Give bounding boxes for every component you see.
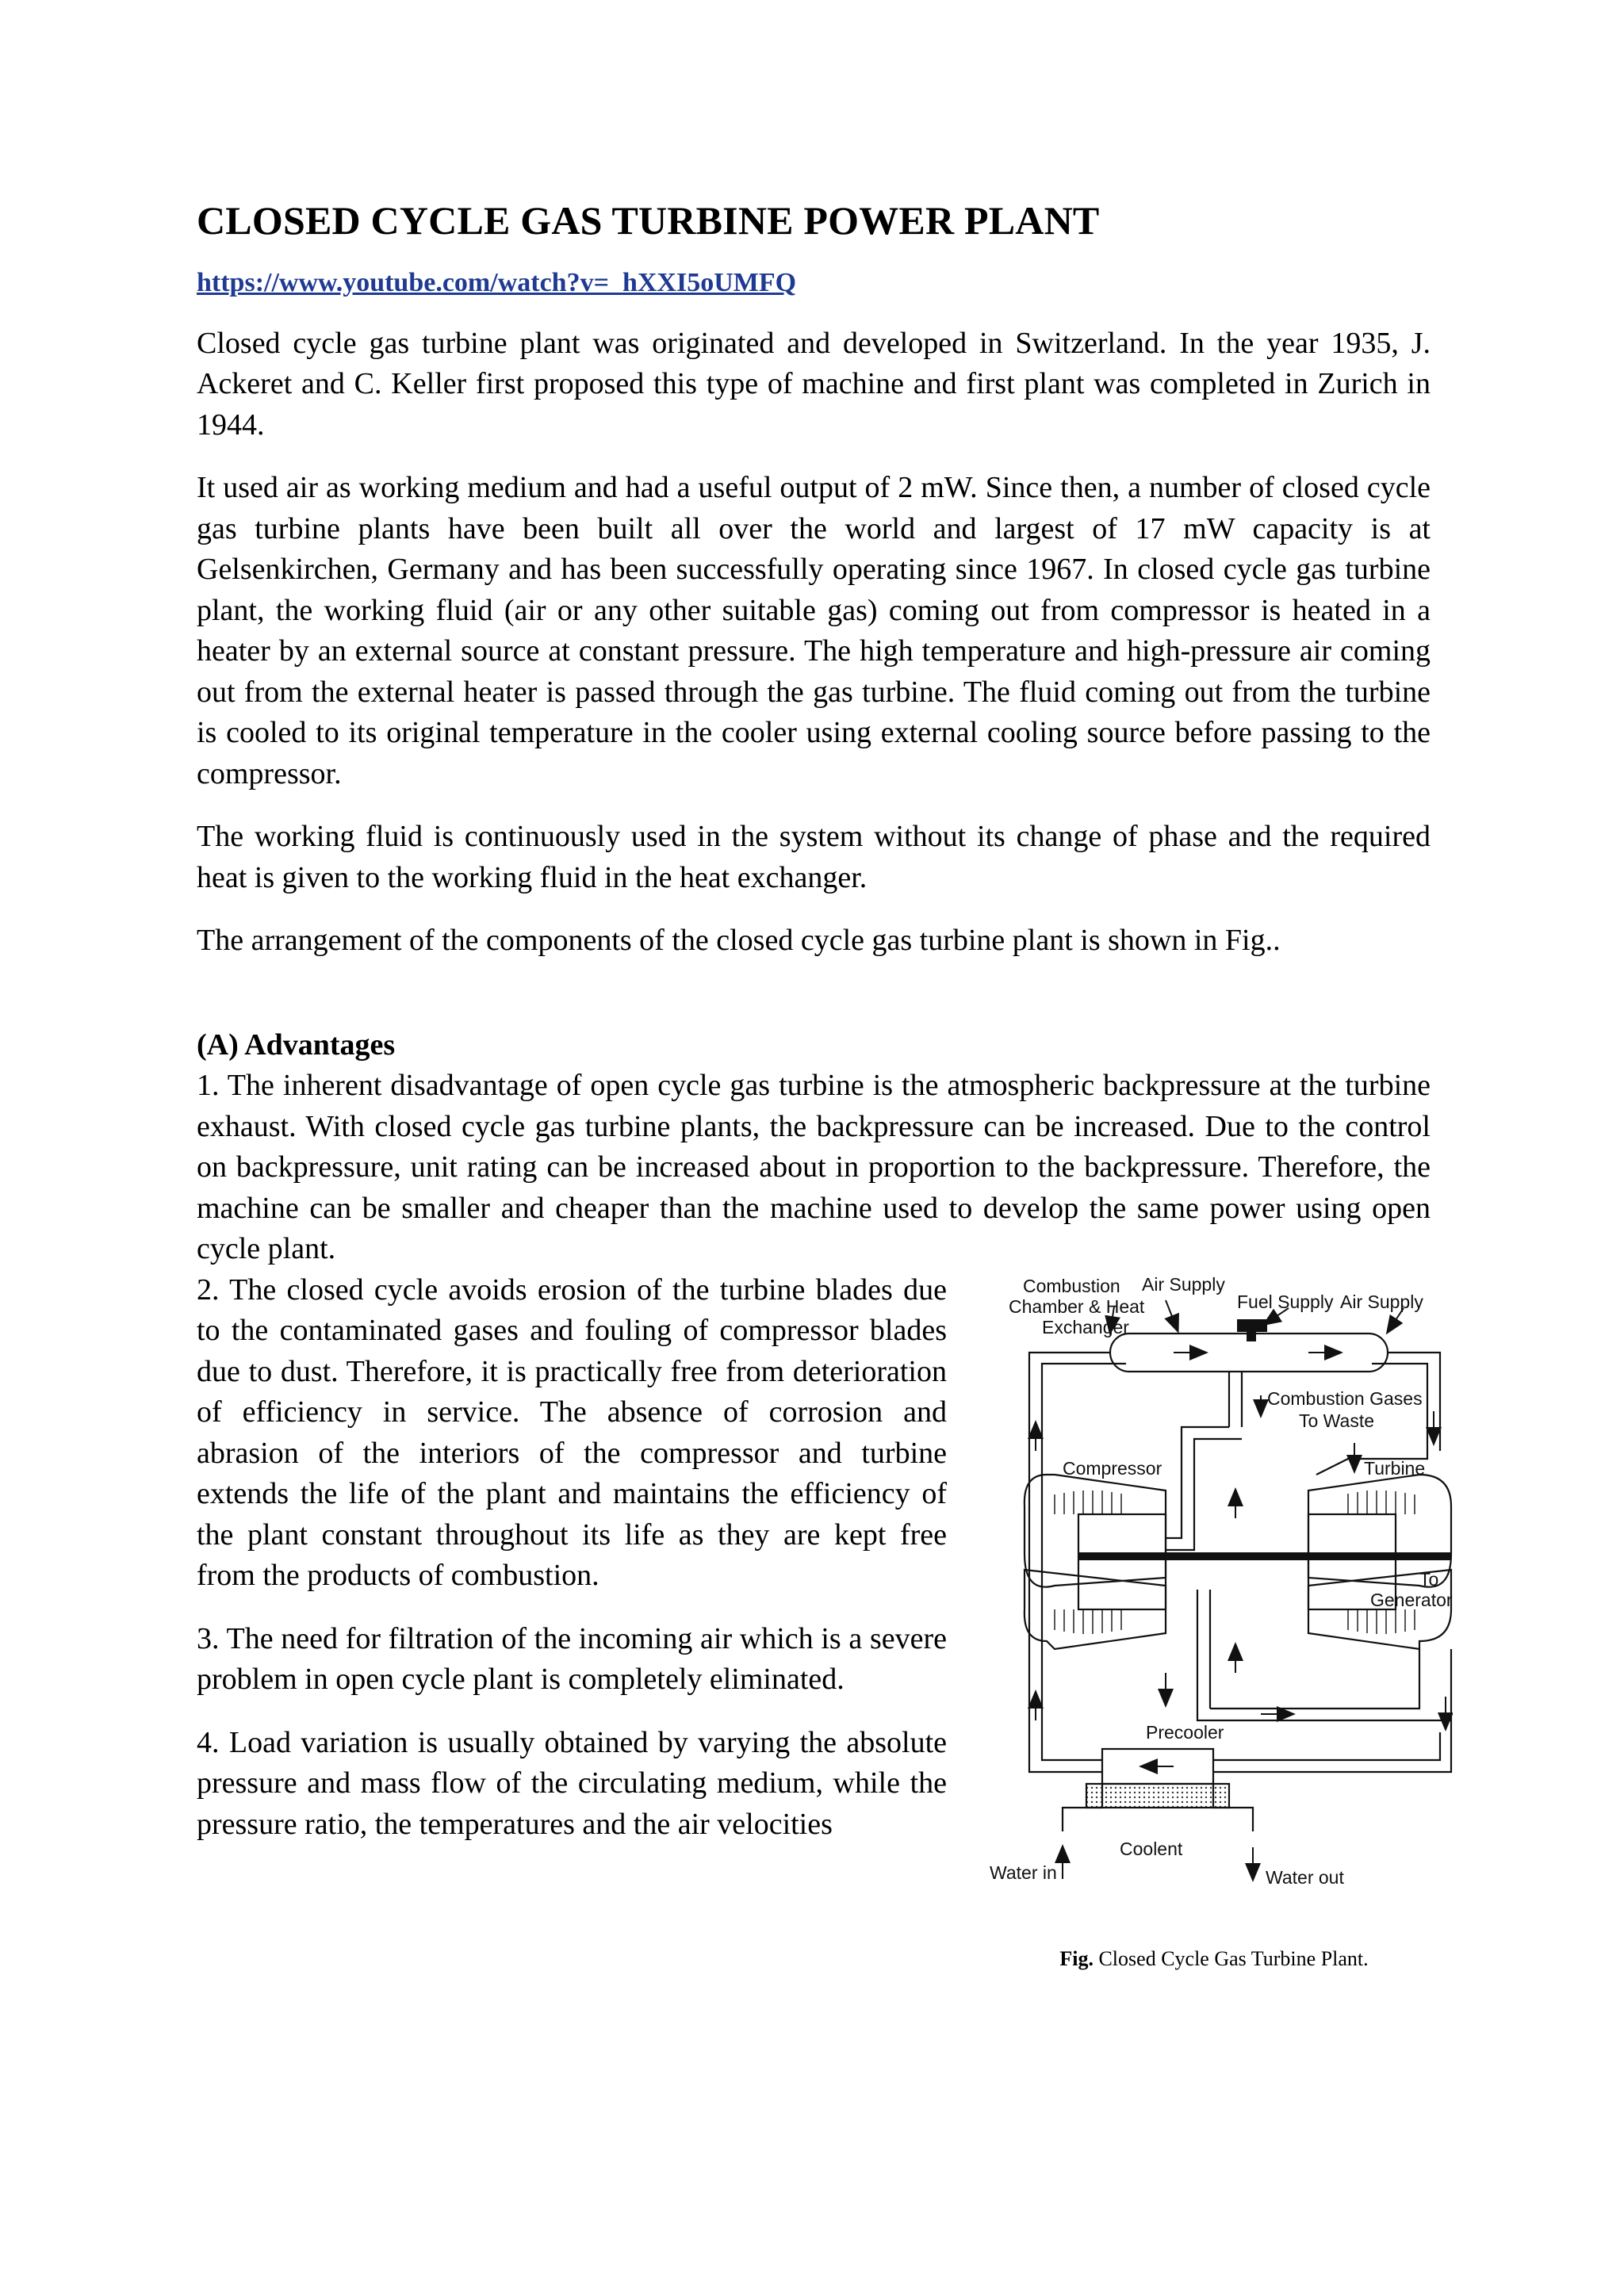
label-air-supply-left: Air Supply: [1142, 1276, 1225, 1295]
caption-prefix: Fig.: [1059, 1946, 1094, 1970]
compressor-body: [1025, 1475, 1166, 1587]
advantages-heading: (A) Advantages: [197, 1027, 396, 1062]
advantage-4: 4. Load variation is usually obtained by varying the absolute pressure and mass flow of the circulating medium, while the pressure ratio, the temperatures and the air velocities: [197, 1725, 947, 1841]
figure-closed-cycle: [975, 1276, 1453, 1971]
label-turbine: Turbine: [1364, 1457, 1426, 1479]
intro-paragraph-1: Closed cycle gas turbine plant was originated and developed in Switzerland. In the year 1935, J. Ackeret and C. Keller first proposed this type of machine and first plant was completed in Zurich in 1944.: [197, 326, 1431, 442]
intro-paragraph-2: It used air as working medium and had a useful output of 2 mW. Since then, a number of closed cycle gas turbine plants have been built all over the world and largest of 17 mW capacity is at Gelsenkirchen, Germany and has been successfully operating since 1967. In closed cycle gas turbine plant, the working fluid (air or any other suitable gas) coming out from compressor is heated in a heater by an external source at constant pressure. The high temperature and high-pressure air coming out from the external heater is passed through the gas turbine. The fluid coming out from the turbine is cooled to its original temperature in the cooler using external cooling source before passing to the compressor.: [197, 471, 1431, 790]
intro-paragraph-4: The arrangement of the components of the closed cycle gas turbine plant is shown in Fig..: [197, 924, 1281, 957]
label-combustion-3: Exchanger: [1042, 1316, 1129, 1337]
label-water-out: Water out: [1266, 1866, 1344, 1888]
label-water-in: Water in: [990, 1862, 1057, 1883]
advantage-3: 3. The need for filtration of the incoming air which is a severe problem in open cycle plant is completely eliminated.: [197, 1621, 947, 1696]
caption-text: Closed Cycle Gas Turbine Plant.: [1093, 1946, 1369, 1970]
advantage-1: 1. The inherent disadvantage of open cycle gas turbine is the atmospheric backpressure at the turbine exhaust. With closed cycle gas turbine plants, the backpressure can be increased. Due to the control on backpressure, unit rating can be increased about in proportion to the backpressure. Therefore, the machine can be smaller and cheaper than the machine used to develop the same power using open cycle plant.: [197, 1069, 1431, 1265]
intro-paragraph-3: The working fluid is continuously used in the system without its change of phase and the required heat is given to the working fluid in the heat exchanger.: [197, 820, 1431, 894]
shaft: [1078, 1552, 1396, 1560]
label-fuel-supply: Fuel Supply: [1237, 1291, 1334, 1312]
label-combustion-gases: Combustion Gases: [1267, 1387, 1423, 1409]
label-generator: Generator: [1370, 1589, 1453, 1610]
label-to-waste: To Waste: [1299, 1410, 1375, 1431]
advantage-2: 2. The closed cycle avoids erosion of the turbine blades due to the contaminated gases and fouling of compressor blades due to dust. Therefore, it is practically free from deterioration of efficiency in service. The absence of corrosion and abrasion of the interiors of the compressor and turbine extends the life of the plant and maintains the efficiency of the plant constant throughout its life as they are kept free from the products of combustion.: [197, 1272, 947, 1592]
figure-caption: [975, 1947, 1453, 1971]
label-compressor: Compressor: [1063, 1457, 1162, 1479]
label-to: To: [1419, 1568, 1439, 1590]
label-combustion-1: Combustion: [1023, 1276, 1120, 1296]
label-air-supply-right: Air Supply: [1340, 1291, 1423, 1312]
plant-diagram: [975, 1276, 1453, 1950]
page-title: CLOSED CYCLE GAS TURBINE POWER PLANT: [197, 198, 1100, 243]
label-coolent: Coolent: [1120, 1838, 1183, 1859]
label-combustion-2: Chamber & Heat: [1009, 1295, 1145, 1317]
video-link[interactable]: https://www.youtube.com/watch?v=_hXXI5oUMFQ: [197, 267, 797, 297]
document-page: [197, 198, 1453, 1979]
label-precooler: Precooler: [1146, 1721, 1224, 1743]
